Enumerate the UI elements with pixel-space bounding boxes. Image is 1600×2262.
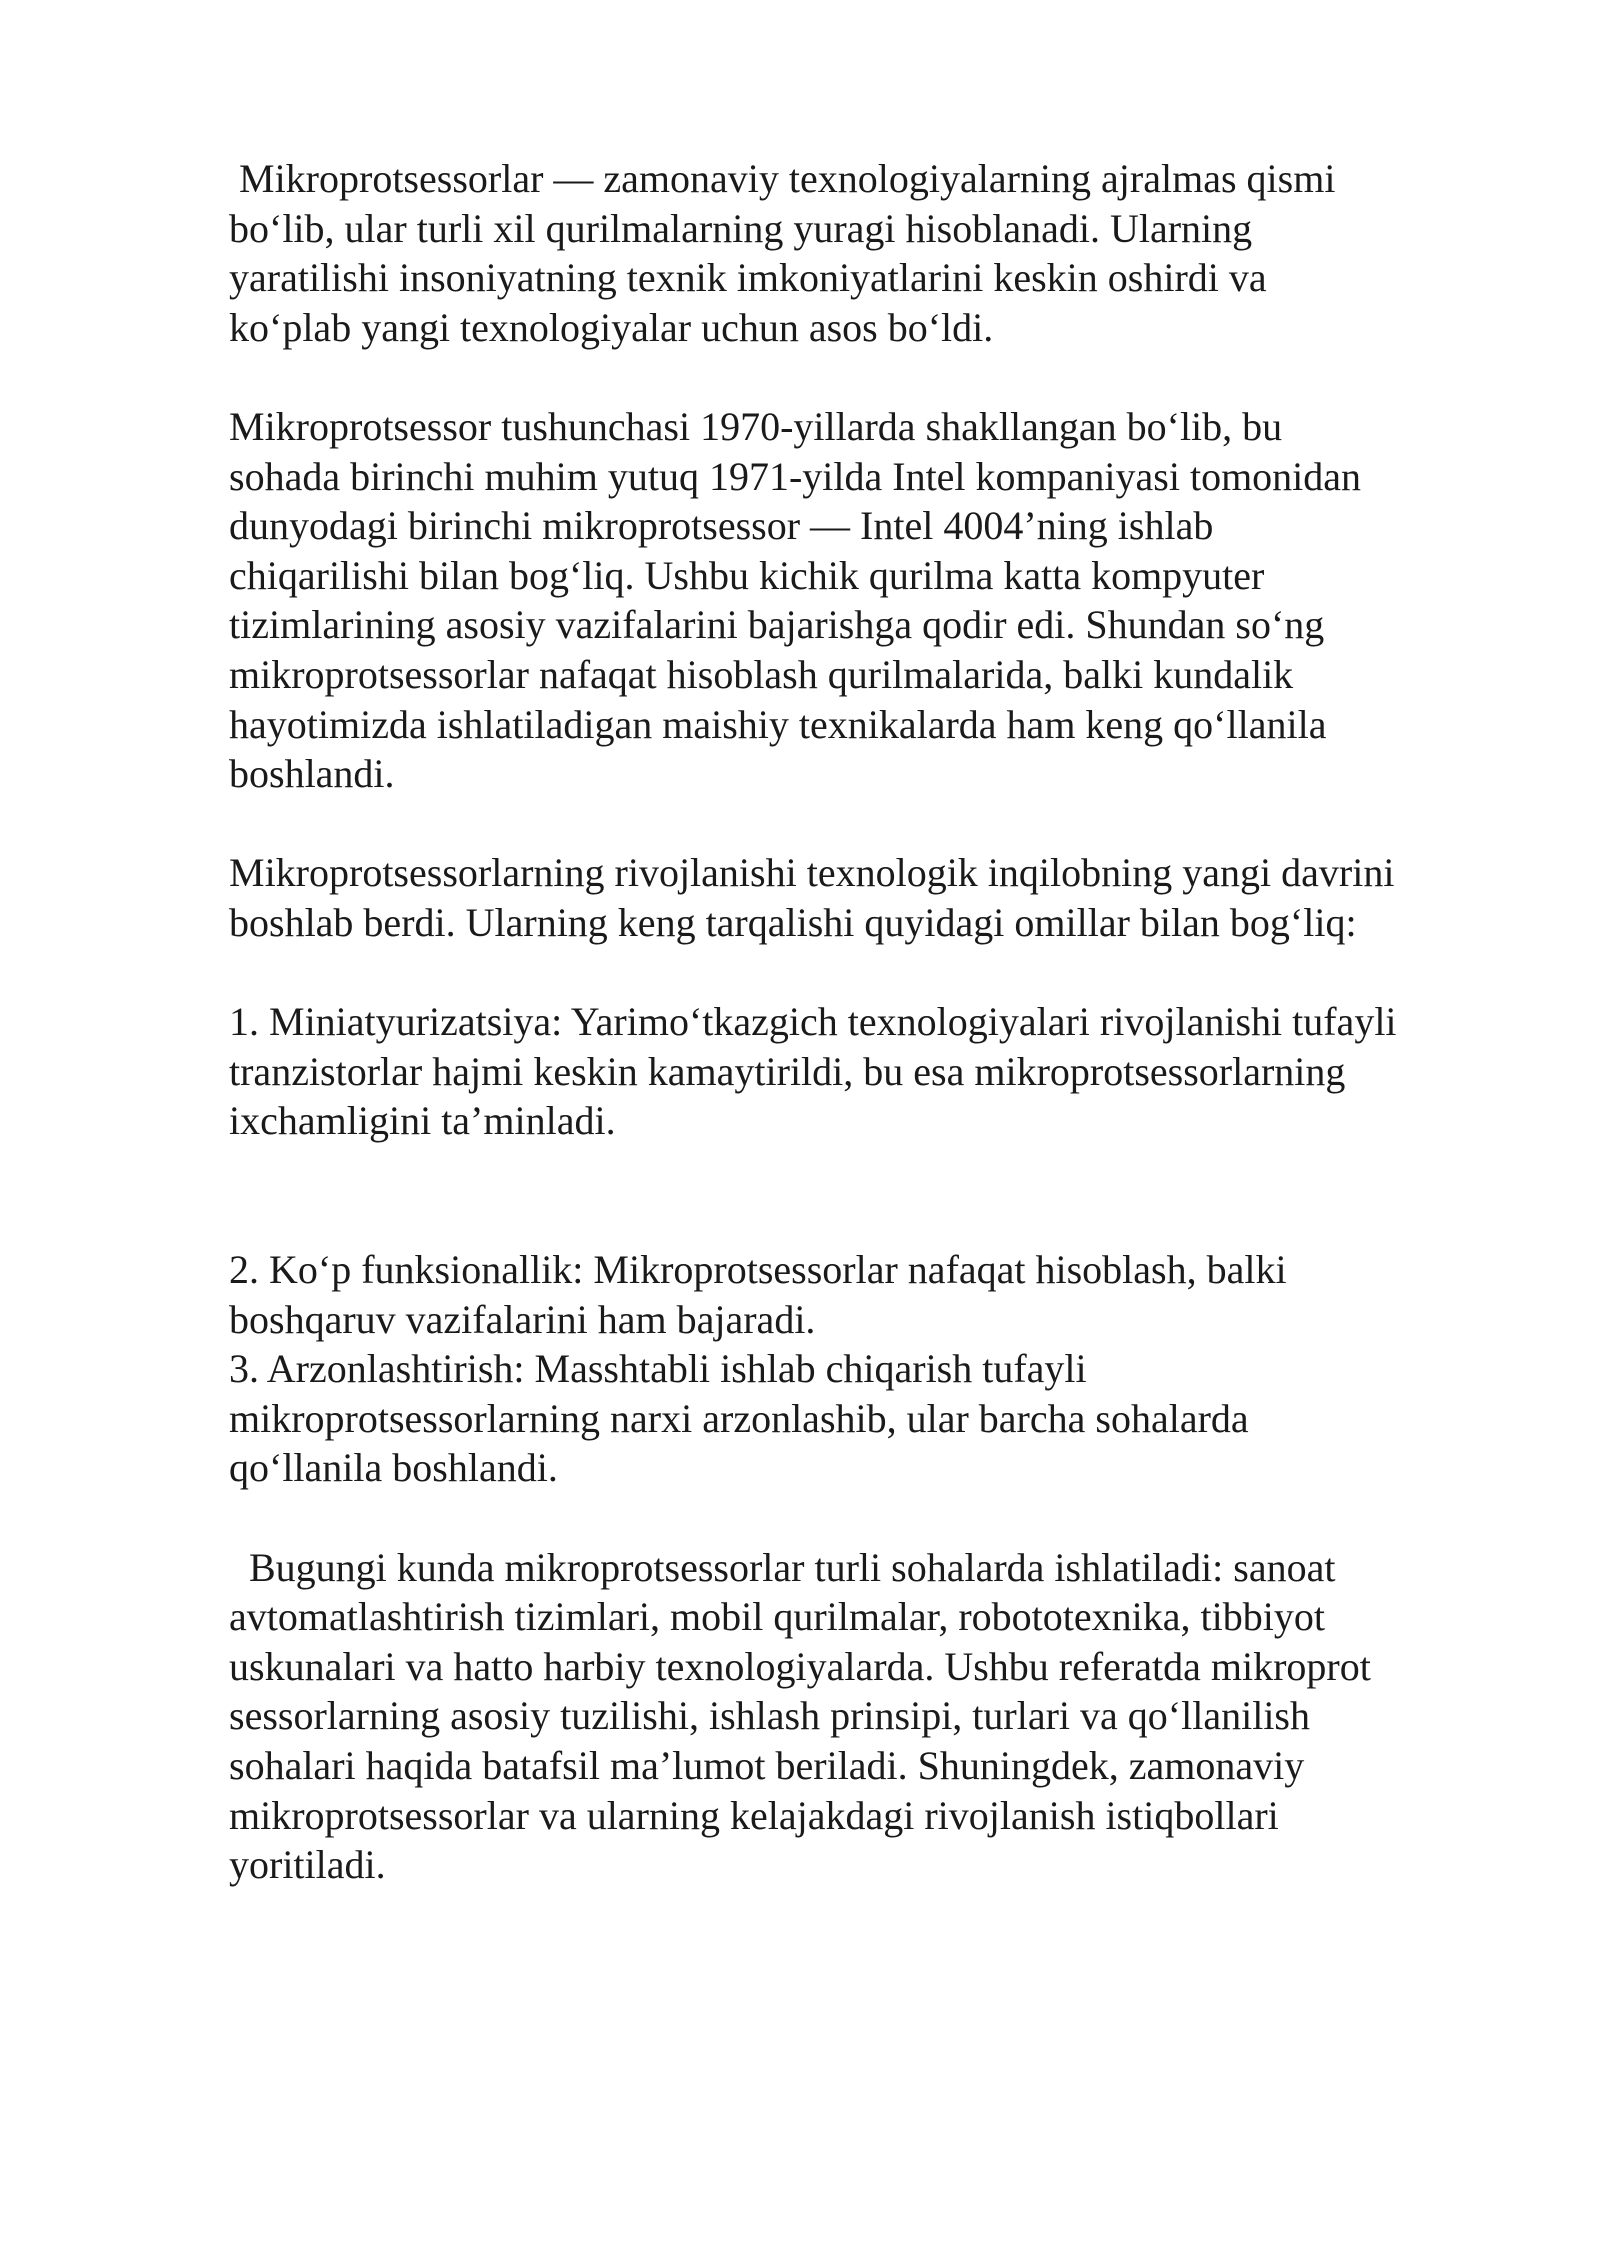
text-line: sohada birinchi muhim yutuq 1971-yilda Intel kompaniyasi tomonidan	[229, 453, 1362, 499]
text-line: mikroprotsessorlarning narxi arzonlashib, ular barcha sohalarda	[229, 1395, 1249, 1441]
text-line: boshlab berdi. Ularning keng tarqalishi quyidagi omillar bilan bog‘liq:	[229, 899, 1357, 945]
text-line: boshqaruv vazifalarini ham bajaradi.	[229, 1296, 816, 1342]
factors-2-3-paragraph	[229, 1245, 1529, 1493]
text-line: tranzistorlar hajmi keskin kamaytirildi, bu esa mikroprotsessorlarning	[229, 1048, 1346, 1094]
paragraph-spacer	[229, 352, 1529, 402]
text-line: 3. Arzonlashtirish: Masshtabli ishlab chiqarish tufayli	[229, 1346, 1087, 1392]
history-paragraph	[229, 402, 1529, 799]
intro-paragraph	[229, 154, 1529, 352]
text-line: mikroprotsessorlar nafaqat hisoblash qurilmalarida, balki kundalik	[229, 651, 1294, 697]
text-line: uskunalari va hatto harbiy texnologiyalarda. Ushbu referatda mikroprot	[229, 1643, 1371, 1689]
document-body	[229, 154, 1529, 1890]
text-line: yoritiladi.	[229, 1842, 386, 1888]
paragraph-spacer	[229, 1146, 1529, 1245]
factor-1-paragraph	[229, 997, 1529, 1146]
text-line: bo‘lib, ular turli xil qurilmalarning yuragi hisoblanadi. Ularning	[229, 205, 1253, 251]
text-line: tizimlarining asosiy vazifalarini bajarishga qodir edi. Shundan so‘ng	[229, 602, 1325, 648]
text-line: Mikroprotsessorlar — zamonaviy texnologiyalarning ajralmas qismi	[229, 156, 1336, 201]
text-line: Bugungi kunda mikroprotsessorlar turli sohalarda ishlatiladi: sanoat	[229, 1544, 1336, 1590]
text-line: 2. Ko‘p funksionallik: Mikroprotsessorlar nafaqat hisoblash, balki	[229, 1247, 1287, 1293]
paragraph-spacer	[229, 1493, 1529, 1543]
text-line: sohalari haqida batafsil ma’lumot beriladi. Shuningdek, zamonaviy	[229, 1743, 1305, 1788]
text-line: qo‘llanila boshlandi.	[229, 1445, 558, 1491]
text-line: dunyodagi birinchi mikroprotsessor — Intel 4004’ning ishlab	[229, 503, 1214, 549]
text-line: sessorlarning asosiy tuzilishi, ishlash prinsipi, turlari va qo‘llanilish	[229, 1693, 1310, 1739]
text-line: mikroprotsessorlar va ularning kelajakdagi rivojlanish istiqbollari	[229, 1792, 1279, 1838]
paragraph-spacer	[229, 948, 1529, 998]
text-line: boshlandi.	[229, 751, 395, 797]
text-line: yaratilishi insoniyatning texnik imkoniyatlarini keskin oshirdi va	[229, 255, 1267, 301]
text-line: ixchamligini ta’minladi.	[229, 1098, 616, 1144]
text-line: chiqarilishi bilan bog‘liq. Ushbu kichik qurilma katta kompyuter	[229, 552, 1265, 598]
paragraph-spacer	[229, 799, 1529, 849]
text-line: hayotimizda ishlatiladigan maishiy texnikalarda ham keng qo‘llanila	[229, 701, 1327, 747]
development-paragraph	[229, 848, 1529, 947]
applications-paragraph	[229, 1543, 1529, 1890]
text-line: avtomatlashtirish tizimlari, mobil qurilmalar, robototexnika, tibbiyot	[229, 1594, 1325, 1640]
text-line: ko‘plab yangi texnologiyalar uchun asos bo‘ldi.	[229, 304, 994, 350]
text-line: 1. Miniatyurizatsiya: Yarimo‘tkazgich texnologiyalari rivojlanishi tufayli	[229, 999, 1397, 1045]
text-line: Mikroprotsessorlarning rivojlanishi texnologik inqilobning yangi davrini	[229, 850, 1395, 896]
text-line: Mikroprotsessor tushunchasi 1970-yillarda shakllangan bo‘lib, bu	[229, 403, 1283, 449]
